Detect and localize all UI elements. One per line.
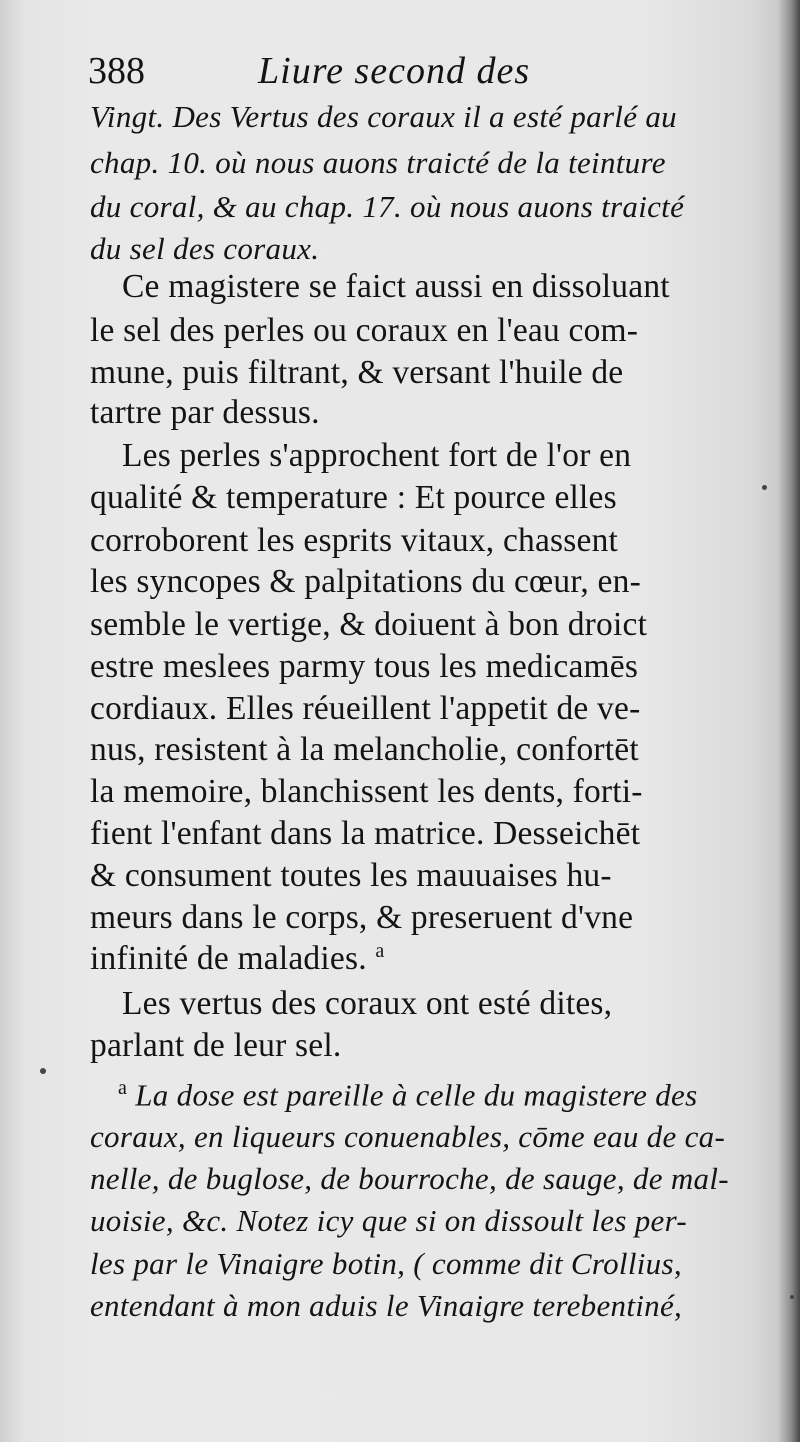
paragraph-first-line: Les perles s'approchent fort de l'or en: [122, 437, 632, 474]
text-line: la memoire, blanchissent les dents, forti-: [90, 773, 643, 810]
footnote-first-line: [118, 1077, 697, 1113]
paper-speck: [762, 485, 767, 490]
paper-speck: [40, 1068, 46, 1074]
text-line: semble le vertige, & doiuent à bon droict: [90, 606, 648, 643]
text-line: & consument toutes les mauuaises hu-: [90, 857, 612, 894]
text-line: qualité & temperature : Et pource elles: [90, 479, 617, 516]
text-line: meurs dans le corps, & preseruent d'vne: [90, 899, 634, 936]
text-line: du sel des coraux.: [90, 231, 320, 266]
page-header: [88, 46, 728, 96]
footnote-reference: a: [375, 940, 385, 962]
text-line: tartre par dessus.: [90, 394, 320, 431]
text-line: cordiaux. Elles réueillent l'appetit de ve-: [90, 690, 641, 727]
text-line-content: infinité de maladies.: [90, 940, 367, 978]
text-line: le sel des perles ou coraux en l'eau com-: [90, 312, 639, 349]
page-number: 388: [88, 50, 145, 92]
text-line: Vingt. Des Vertus des coraux il a esté parlé au: [90, 99, 677, 134]
text-line: les syncopes & palpitations du cœur, en-: [90, 563, 641, 600]
footnote-line: entendant à mon aduis le Vinaigre terebentiné,: [90, 1288, 683, 1323]
footnote-line: nelle, de buglose, de bourroche, de sauge, de mal-: [90, 1161, 729, 1196]
text-line: nus, resistent à la melancholie, confortēt: [90, 731, 639, 768]
text-line: mune, puis filtrant, & versant l'huile de: [90, 354, 624, 391]
paragraph-first-line: Les vertus des coraux ont esté dites,: [122, 985, 613, 1022]
text-line: estre meslees parmy tous les medicamēs: [90, 648, 639, 685]
footnote-line: les par le Vinaigre botin, ( comme dit Crollius,: [90, 1246, 682, 1281]
text-line: parlant de leur sel.: [90, 1027, 342, 1064]
text-line: [90, 940, 384, 978]
text-line: fient l'enfant dans la matrice. Desseichēt: [90, 815, 641, 852]
running-title: Liure second des: [258, 50, 531, 92]
footnote-line: coraux, en liqueurs conuenables, cōme eau de ca-: [90, 1119, 726, 1154]
footnote-text: La dose est pareille à celle du magistere des: [135, 1077, 698, 1113]
paragraph-first-line: Ce magistere se faict aussi en dissoluant: [122, 268, 670, 305]
text-line: du coral, & au chap. 17. où nous auons traicté: [90, 189, 685, 224]
footnote-marker: a: [118, 1077, 128, 1099]
paper-speck: [790, 1295, 794, 1299]
page-gutter-shadow: [778, 0, 800, 1442]
footnote-line: uoisie, &c. Notez icy que si on dissoult les per-: [90, 1203, 687, 1238]
text-line: corroborent les esprits vitaux, chassent: [90, 522, 619, 559]
text-line: chap. 10. où nous auons traicté de la teinture: [90, 145, 666, 180]
